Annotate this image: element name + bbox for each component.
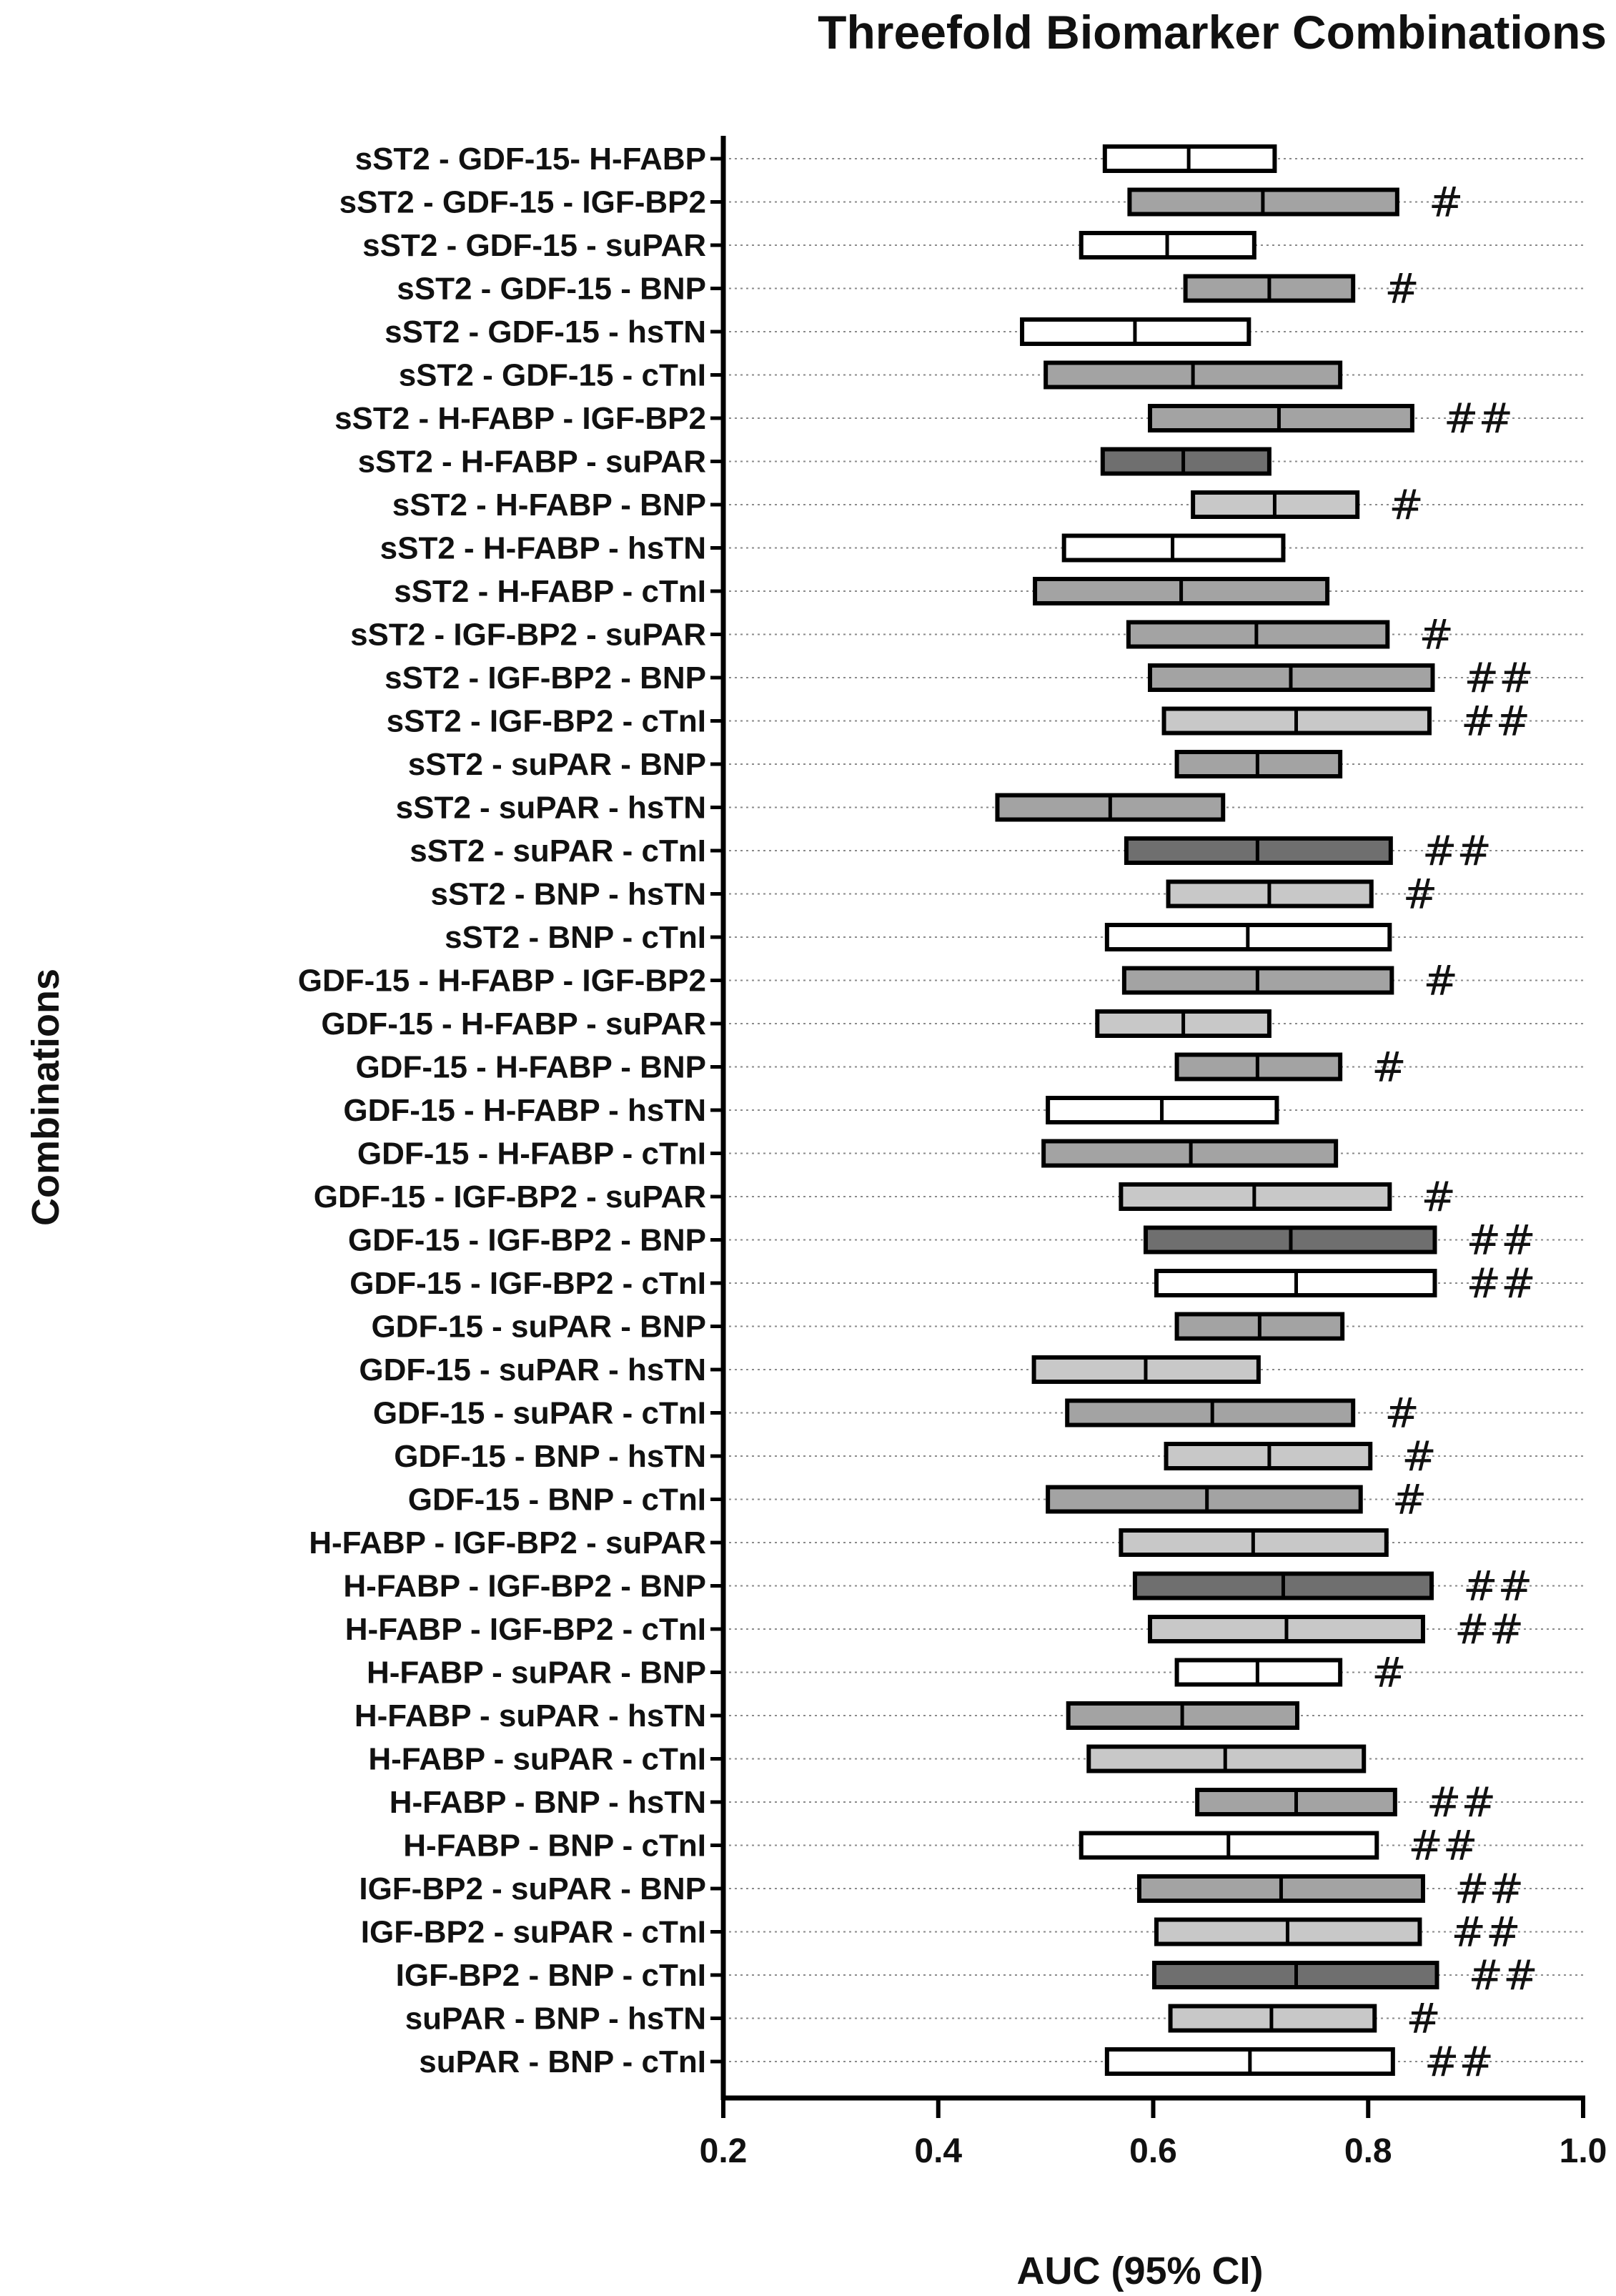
category-label: GDF-15 - H-FABP - hsTN bbox=[343, 1093, 706, 1128]
category-label: H-FABP - suPAR - hsTN bbox=[354, 1698, 706, 1733]
category-label: H-FABP - BNP - hsTN bbox=[389, 1785, 706, 1820]
category-label: sST2 - H-FABP - cTnI bbox=[394, 574, 706, 609]
significance-mark: ## bbox=[1468, 1951, 1538, 1999]
category-label: sST2 - H-FABP - BNP bbox=[392, 488, 706, 523]
x-tick-label: 0.8 bbox=[1344, 2132, 1392, 2170]
significance-mark: ## bbox=[1451, 1907, 1521, 1956]
significance-mark: # bbox=[1423, 956, 1458, 1005]
category-labels bbox=[298, 142, 723, 2079]
category-label: sST2 - suPAR - cTnI bbox=[410, 833, 706, 869]
category-label: H-FABP - suPAR - BNP bbox=[366, 1655, 706, 1691]
category-label: sST2 - GDF-15 - hsTN bbox=[385, 315, 706, 350]
category-label: H-FABP - IGF-BP2 - suPAR bbox=[309, 1525, 706, 1560]
significance-mark: ## bbox=[1466, 1259, 1536, 1307]
category-label: sST2 - GDF-15 - cTnI bbox=[398, 357, 706, 393]
significance-mark: ## bbox=[1464, 653, 1534, 702]
significance-mark: ## bbox=[1454, 1605, 1525, 1653]
category-label: sST2 - suPAR - BNP bbox=[407, 747, 706, 782]
significance-mark: # bbox=[1428, 177, 1464, 227]
category-label: GDF-15 - suPAR - BNP bbox=[371, 1309, 706, 1345]
category-label: suPAR - BNP - hsTN bbox=[405, 2001, 706, 2037]
significance-mark: ## bbox=[1466, 1215, 1536, 1265]
significance-mark: # bbox=[1384, 1388, 1419, 1438]
ci-bar bbox=[1048, 1488, 1361, 1512]
category-label: GDF-15 - IGF-BP2 - BNP bbox=[347, 1222, 706, 1258]
x-tick-label: 1.0 bbox=[1559, 2132, 1607, 2170]
category-label: sST2 - H-FABP - suPAR bbox=[357, 444, 706, 480]
category-label: sST2 - IGF-BP2 - suPAR bbox=[350, 617, 706, 653]
significance-mark: # bbox=[1372, 1648, 1407, 1697]
significance-mark: ## bbox=[1462, 1561, 1533, 1610]
category-label: sST2 - IGF-BP2 - cTnI bbox=[386, 703, 706, 739]
category-label: sST2 - GDF-15 - BNP bbox=[397, 271, 706, 307]
category-label: GDF-15 - IGF-BP2 - suPAR bbox=[313, 1179, 706, 1214]
category-label: GDF-15 - BNP - hsTN bbox=[394, 1439, 706, 1474]
significance-mark: # bbox=[1419, 610, 1454, 659]
category-label: sST2 - suPAR - hsTN bbox=[395, 790, 706, 826]
category-label: sST2 - IGF-BP2 - BNP bbox=[385, 660, 706, 696]
significance-mark: ## bbox=[1424, 2037, 1494, 2086]
significance-mark: ## bbox=[1443, 394, 1514, 442]
category-label: H-FABP - IGF-BP2 - BNP bbox=[343, 1568, 706, 1604]
significance-mark: # bbox=[1384, 264, 1419, 313]
significance-mark: ## bbox=[1460, 696, 1531, 746]
category-label: GDF-15 - suPAR - cTnI bbox=[372, 1395, 706, 1431]
significance-mark: # bbox=[1406, 1994, 1441, 2043]
significance-mark: # bbox=[1389, 480, 1424, 529]
category-label: GDF-15 - IGF-BP2 - cTnI bbox=[350, 1266, 706, 1301]
significance-mark: # bbox=[1392, 1475, 1427, 1524]
significance-mark: # bbox=[1402, 869, 1438, 919]
x-ticks bbox=[700, 2098, 1607, 2170]
y-axis-label: Combinations bbox=[24, 969, 67, 1226]
category-label: sST2 - GDF-15 - IGF-BP2 bbox=[339, 184, 706, 220]
chart-title: Threefold Biomarker Combinations bbox=[818, 6, 1607, 59]
category-label: IGF-BP2 - suPAR - BNP bbox=[359, 1871, 706, 1906]
significance-mark: ## bbox=[1422, 826, 1492, 875]
x-tick-label: 0.2 bbox=[699, 2132, 748, 2170]
category-label: GDF-15 - H-FABP - BNP bbox=[355, 1049, 706, 1085]
significance-mark: ## bbox=[1426, 1778, 1497, 1826]
category-label: IGF-BP2 - BNP - cTnI bbox=[395, 1958, 706, 1993]
significance-mark: ## bbox=[1454, 1864, 1525, 1913]
category-label: GDF-15 - suPAR - hsTN bbox=[359, 1352, 706, 1387]
category-label: suPAR - BNP - cTnI bbox=[419, 2044, 706, 2079]
category-label: GDF-15 - H-FABP - IGF-BP2 bbox=[297, 963, 706, 999]
significance-mark: # bbox=[1421, 1172, 1456, 1221]
category-label: GDF-15 - BNP - cTnI bbox=[407, 1482, 706, 1518]
category-label: sST2 - BNP - cTnI bbox=[445, 920, 706, 955]
category-label: H-FABP - suPAR - cTnI bbox=[368, 1741, 706, 1777]
category-label: GDF-15 - H-FABP - suPAR bbox=[321, 1006, 706, 1041]
ci-bar bbox=[1103, 450, 1269, 474]
significance-mark: # bbox=[1402, 1432, 1437, 1480]
category-label: sST2 - BNP - hsTN bbox=[430, 876, 706, 912]
category-label: IGF-BP2 - suPAR - cTnI bbox=[360, 1914, 706, 1950]
ci-bar bbox=[1067, 1401, 1353, 1425]
category-label: sST2 - H-FABP - IGF-BP2 bbox=[334, 401, 706, 436]
category-label: H-FABP - IGF-BP2 - cTnI bbox=[344, 1612, 706, 1647]
category-label: H-FABP - BNP - cTnI bbox=[403, 1828, 706, 1864]
ci-bar bbox=[1150, 406, 1412, 430]
significance-mark: # bbox=[1372, 1042, 1407, 1092]
x-tick-label: 0.4 bbox=[914, 2132, 963, 2170]
category-label: sST2 - GDF-15 - suPAR bbox=[362, 228, 706, 263]
category-label: sST2 - H-FABP - hsTN bbox=[380, 530, 706, 566]
x-axis-label: AUC (95% CI) bbox=[1016, 2250, 1264, 2292]
x-tick-label: 0.6 bbox=[1129, 2132, 1177, 2170]
category-label: GDF-15 - H-FABP - cTnI bbox=[357, 1136, 706, 1172]
significance-mark: ## bbox=[1408, 1821, 1478, 1870]
category-label: sST2 - GDF-15- H-FABP bbox=[355, 142, 706, 177]
